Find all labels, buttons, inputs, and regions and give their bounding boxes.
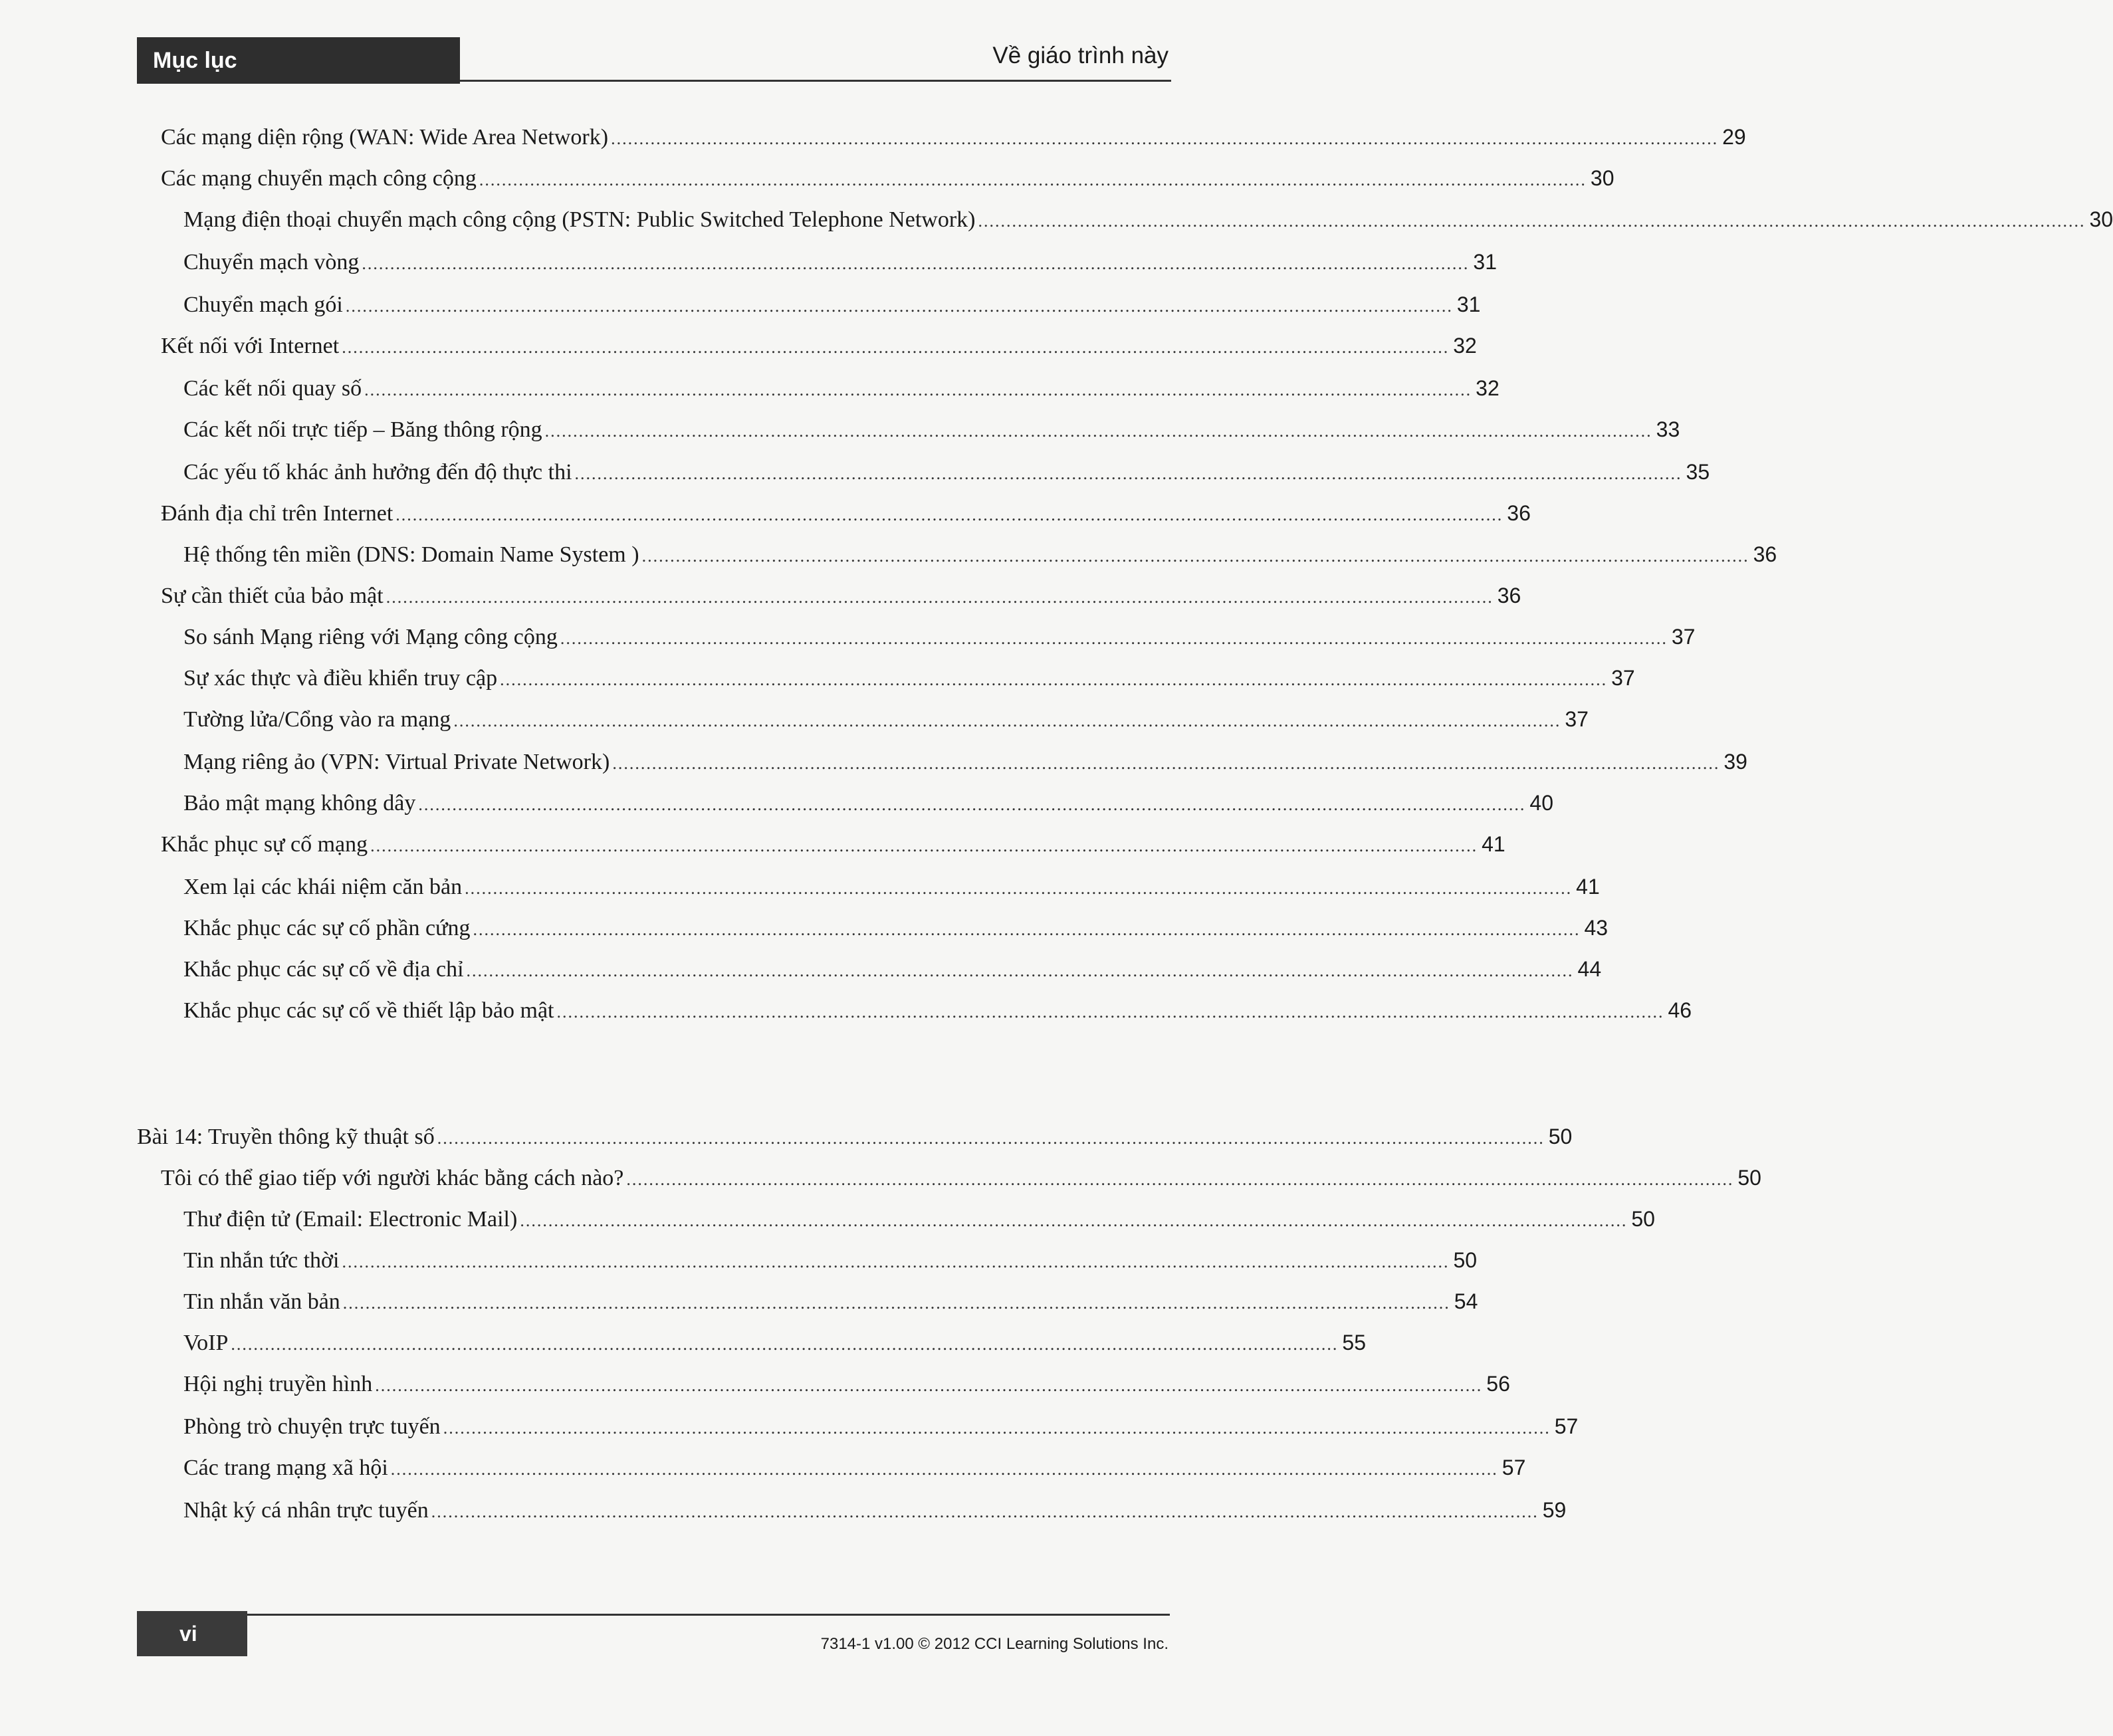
toc-entry-label: Các trang mạng xã hội: [183, 1456, 388, 1480]
toc-entry-label: Các mạng chuyển mạch công cộng: [161, 166, 477, 191]
toc-entry-label: Mạng điện thoại chuyển mạch công cộng (PSTN: Public Switched Telephone Network): [183, 207, 976, 232]
toc-entry-label: Chuyển mạch vòng: [183, 250, 360, 274]
toc-entry-page: 31: [1456, 292, 1481, 316]
toc-entry-page: 37: [1611, 666, 1635, 690]
toc-entry-label: Các kết nối quay số: [183, 376, 362, 401]
toc-entry-label: Thư điện tử (Email: Electronic Mail): [183, 1207, 518, 1232]
toc-leader-dots: ....................................................................................................................................................................................................: [342, 1252, 1450, 1271]
toc-leader-dots: ....................................................................................................................................................................................................: [560, 629, 1668, 648]
toc-entry-page: 41: [1482, 832, 1505, 856]
toc-entry-page: 54: [1454, 1289, 1478, 1313]
toc-entry-label: Mạng riêng ảo (VPN: Virtual Private Network): [183, 750, 610, 774]
toc-entry[interactable]: [183, 916, 1609, 946]
toc-entry-label: Hệ thống tên miền (DNS: Domain Name System ): [183, 542, 639, 567]
toc-entry[interactable]: [161, 166, 1614, 197]
toc-leader-dots: ....................................................................................................................................................................................................: [574, 464, 1682, 483]
toc-entry[interactable]: [183, 625, 1696, 655]
toc-entry-page: 32: [1453, 334, 1477, 358]
toc-entry[interactable]: [161, 501, 1531, 532]
toc-entry[interactable]: [183, 1456, 1526, 1486]
toc-entry-page: 44: [1577, 957, 1602, 981]
toc-entry[interactable]: [183, 1414, 1579, 1445]
toc-leader-dots: ....................................................................................................................................................................................................: [370, 836, 1478, 855]
section-tab: Mục lục: [137, 37, 460, 84]
toc-leader-dots: ....................................................................................................................................................................................................: [437, 1129, 1545, 1148]
toc-entry-label: Các mạng diện rộng (WAN: Wide Area Network): [161, 125, 609, 150]
toc-leader-dots: ....................................................................................................................................................................................................: [612, 754, 1720, 773]
toc-leader-dots: ....................................................................................................................................................................................................: [500, 670, 1608, 689]
toc-entry-page: 55: [1342, 1331, 1366, 1355]
toc-entry-label: So sánh Mạng riêng với Mạng công cộng: [183, 625, 558, 649]
toc-entry[interactable]: [183, 1248, 1478, 1279]
toc-entry-page: 30: [2089, 207, 2113, 231]
toc-entry[interactable]: [183, 542, 1777, 573]
toc-entry-label: Sự cần thiết của bảo mật: [161, 584, 384, 608]
toc-entry-label: VoIP: [183, 1331, 229, 1355]
toc-leader-dots: ....................................................................................................................................................................................................: [466, 961, 1574, 980]
toc-entry-page: 43: [1584, 916, 1609, 940]
toc-entry-page: 37: [1671, 625, 1696, 649]
book-title: Về giáo trình này: [992, 43, 1168, 68]
toc-entry-label: Đánh địa chỉ trên Internet: [161, 501, 393, 526]
toc-entry-page: 36: [1507, 501, 1531, 525]
toc-leader-dots: ....................................................................................................................................................................................................: [556, 1002, 1664, 1022]
toc-entry[interactable]: [161, 584, 1521, 614]
toc-entry[interactable]: [161, 125, 1746, 156]
page-number: vi: [137, 1611, 247, 1656]
toc-entry[interactable]: [183, 750, 1747, 780]
toc-entry-page: 50: [1737, 1166, 1761, 1190]
toc-entry[interactable]: [183, 417, 1680, 448]
toc-entry[interactable]: [183, 707, 1589, 738]
toc-entry[interactable]: [183, 460, 1710, 490]
toc-leader-dots: ....................................................................................................................................................................................................: [443, 1418, 1551, 1438]
toc-leader-dots: ....................................................................................................................................................................................................: [626, 1170, 1734, 1189]
toc-entry-page: 59: [1542, 1498, 1567, 1522]
toc-entry-label: Tường lửa/Cổng vào ra mạng: [183, 707, 451, 732]
toc-entry-page: 36: [1497, 584, 1521, 607]
toc-entry-label: Sự xác thực và điều khiển truy cập: [183, 666, 498, 691]
toc-leader-dots: ....................................................................................................................................................................................................: [390, 1460, 1498, 1479]
toc-entry-label: Các yếu tố khác ảnh hưởng đến độ thực thi: [183, 460, 572, 485]
toc-entry-page: 36: [1753, 542, 1777, 566]
toc-entry-label: Tin nhắn văn bản: [183, 1289, 340, 1314]
toc-leader-dots: ....................................................................................................................................................................................................: [641, 546, 1749, 566]
toc-entry-label: Kết nối với Internet: [161, 334, 340, 358]
toc-entry-page: 57: [1554, 1414, 1579, 1438]
toc-leader-dots: ....................................................................................................................................................................................................: [520, 1211, 1628, 1230]
toc-leader-dots: ....................................................................................................................................................................................................: [345, 296, 1453, 316]
toc-entry[interactable]: [183, 292, 1481, 323]
toc-leader-dots: ....................................................................................................................................................................................................: [375, 1376, 1483, 1395]
toc-entry[interactable]: [183, 998, 1692, 1029]
toc-entry[interactable]: [183, 207, 2113, 238]
toc-entry[interactable]: [161, 1166, 1761, 1196]
toc-entry[interactable]: [183, 1498, 1567, 1529]
toc-entry[interactable]: [183, 376, 1500, 407]
toc-leader-dots: ....................................................................................................................................................................................................: [465, 879, 1573, 898]
toc-entry[interactable]: [161, 832, 1505, 863]
toc-entry[interactable]: [183, 875, 1600, 905]
toc-entry-page: 50: [1453, 1248, 1478, 1272]
toc-leader-dots: ....................................................................................................................................................................................................: [386, 588, 1494, 607]
toc-leader-dots: ....................................................................................................................................................................................................: [418, 795, 1526, 814]
toc-leader-dots: ....................................................................................................................................................................................................: [395, 505, 1503, 524]
toc-lesson-entry[interactable]: [137, 1125, 1573, 1155]
toc-entry[interactable]: [183, 1207, 1655, 1238]
copyright-notice: 7314-1 v1.00 © 2012 CCI Learning Solutions Inc.: [820, 1635, 1168, 1653]
toc-entry-page: 29: [1722, 125, 1746, 149]
toc-leader-dots: ....................................................................................................................................................................................................: [431, 1502, 1539, 1521]
toc-entry[interactable]: [183, 1331, 1366, 1361]
toc-entry[interactable]: [183, 957, 1602, 988]
toc-entry-label: Chuyển mạch gói: [183, 292, 343, 317]
toc-entry-label: Tôi có thể giao tiếp với người khác bằng cách nào?: [161, 1166, 624, 1190]
toc-entry-label: Nhật ký cá nhân trực tuyến: [183, 1498, 429, 1523]
toc-leader-dots: ....................................................................................................................................................................................................: [342, 1293, 1450, 1313]
header-rule: [460, 80, 1171, 82]
toc-entry-page: 30: [1590, 166, 1614, 190]
toc-entry[interactable]: [183, 791, 1553, 821]
toc-entry-label: Khắc phục các sự cố về địa chỉ: [183, 957, 464, 982]
footer-rule: [247, 1614, 1170, 1616]
toc-entry-label: Các kết nối trực tiếp – Băng thông rộng: [183, 417, 542, 442]
toc-entry-label: Khắc phục các sự cố về thiết lập bảo mật: [183, 998, 554, 1023]
toc-entry-page: 41: [1576, 875, 1600, 899]
toc-entry-label: Bảo mật mạng không dây: [183, 791, 416, 815]
toc-entry-label: Hội nghị truyền hình: [183, 1372, 373, 1396]
toc-entry-label: Xem lại các khái niệm căn bản: [183, 875, 463, 899]
toc-leader-dots: ....................................................................................................................................................................................................: [544, 421, 1652, 441]
toc-leader-dots: ....................................................................................................................................................................................................: [362, 254, 1470, 273]
toc-entry[interactable]: [183, 666, 1635, 697]
toc-leader-dots: ....................................................................................................................................................................................................: [611, 129, 1719, 148]
toc-entry-page: 56: [1486, 1372, 1510, 1396]
toc-entry[interactable]: [183, 1289, 1478, 1320]
toc-entry[interactable]: [161, 334, 1477, 364]
toc-entry-label: Bài 14: Truyền thông kỹ thuật số: [137, 1125, 435, 1149]
toc-leader-dots: ....................................................................................................................................................................................................: [231, 1335, 1339, 1354]
toc-entry-page: 32: [1476, 376, 1500, 400]
toc-entry-page: 39: [1724, 750, 1747, 774]
toc-leader-dots: ....................................................................................................................................................................................................: [479, 170, 1587, 189]
toc-entry-page: 33: [1656, 417, 1680, 441]
toc-entry-label: Khắc phục các sự cố phần cứng: [183, 916, 471, 940]
toc-entry-label: Khắc phục sự cố mạng: [161, 832, 368, 857]
toc-leader-dots: ....................................................................................................................................................................................................: [978, 211, 2086, 231]
toc-entry-page: 35: [1686, 460, 1710, 484]
toc-entry-page: 31: [1473, 250, 1497, 274]
toc-entry[interactable]: [183, 250, 1497, 280]
toc-entry-page: 50: [1631, 1207, 1655, 1231]
toc-entry[interactable]: [183, 1372, 1510, 1402]
toc-entry-label: Phòng trò chuyện trực tuyến: [183, 1414, 441, 1439]
toc-entry-label: Tin nhắn tức thời: [183, 1248, 340, 1273]
toc-entry-page: 57: [1501, 1456, 1526, 1479]
toc-entry-page: 40: [1529, 791, 1553, 815]
toc-entry-page: 50: [1548, 1125, 1573, 1148]
toc-leader-dots: ....................................................................................................................................................................................................: [364, 380, 1472, 399]
toc-leader-dots: ....................................................................................................................................................................................................: [342, 338, 1450, 357]
toc-leader-dots: ....................................................................................................................................................................................................: [453, 711, 1561, 730]
toc-entry-page: 37: [1565, 707, 1589, 731]
toc-leader-dots: ....................................................................................................................................................................................................: [473, 920, 1581, 939]
toc-entry-page: 46: [1668, 998, 1692, 1022]
